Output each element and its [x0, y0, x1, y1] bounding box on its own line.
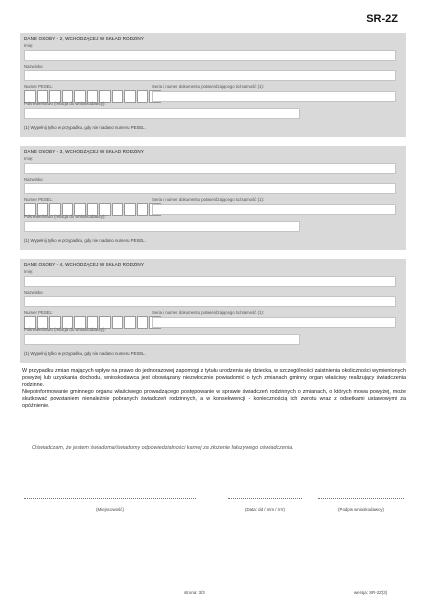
footnote: (1) Wypełnij tylko w przypadku, gdy nie nadano numeru PESEL. [24, 125, 146, 130]
date-label: (Data: dd / mm / rrrr) [244, 507, 285, 512]
relation-label: Pokrewieństwo (relacja do wnioskodawcy): [24, 327, 106, 332]
relation-label: Pokrewieństwo (relacja do wnioskodawcy): [24, 214, 106, 219]
pesel-digit[interactable] [124, 316, 136, 329]
id-document-field[interactable] [152, 204, 396, 215]
pesel-label: Numer PESEL: [24, 197, 54, 202]
relation-field[interactable] [24, 334, 300, 345]
pesel-digit[interactable] [137, 316, 149, 329]
section-title: DANE OSOBY - 4, WCHODZĄCEJ W SKŁAD RODZINY [24, 262, 144, 267]
last-name-field[interactable] [24, 296, 396, 307]
person-4-section [20, 259, 406, 363]
notice-paragraph-1: W przypadku zmian mających wpływ na prawo do jednorazowej zapomogi z tytułu urodzenia się dziecka, w szczególności zaistnienia okoliczności wymienionych powyżej lub uzyskania dochodu, wnioskodawca jest obowiązany niezwłocznie powiadomić o tych zmianach gminny organ właściwy realizujący świadczenia rodzinne. [22, 368, 406, 388]
pesel-digit[interactable] [137, 90, 149, 103]
signature-label: (Podpis wnioskodawcy) [338, 507, 384, 512]
date-line[interactable] [228, 498, 302, 499]
pesel-digit[interactable] [124, 203, 136, 216]
last-name-label: Nazwisko: [24, 64, 44, 69]
first-name-label: Imię: [24, 156, 34, 161]
relation-field[interactable] [24, 221, 300, 232]
id-document-label: Seria i numer dokumentu potwierdzającego tożsamość (1): [152, 310, 265, 315]
id-document-label: Seria i numer dokumentu potwierdzającego tożsamość (1): [152, 197, 265, 202]
section-title: DANE OSOBY - 2, WCHODZĄCEJ W SKŁAD RODZINY [24, 36, 144, 41]
place-label: (Miejscowość) [96, 507, 124, 512]
footnote: (1) Wypełnij tylko w przypadku, gdy nie nadano numeru PESEL. [24, 238, 146, 243]
first-name-label: Imię: [24, 269, 34, 274]
last-name-field[interactable] [24, 70, 396, 81]
last-name-label: Nazwisko: [24, 290, 44, 295]
form-version: wersja: SR-2Z(3) [354, 590, 388, 595]
id-document-field[interactable] [152, 317, 396, 328]
first-name-field[interactable] [24, 50, 396, 61]
form-code: SR-2Z [366, 13, 398, 25]
pesel-digit[interactable] [124, 90, 136, 103]
section-title: DANE OSOBY - 3, WCHODZĄCEJ W SKŁAD RODZINY [24, 149, 144, 154]
first-name-field[interactable] [24, 276, 396, 287]
page-number: strona: 3/3 [184, 590, 205, 595]
last-name-label: Nazwisko: [24, 177, 44, 182]
last-name-field[interactable] [24, 183, 396, 194]
change-notice [22, 368, 406, 410]
pesel-digit[interactable] [112, 90, 124, 103]
pesel-digit[interactable] [137, 203, 149, 216]
relation-label: Pokrewieństwo (relacja do wnioskodawcy): [24, 101, 106, 106]
pesel-digit[interactable] [112, 203, 124, 216]
id-document-field[interactable] [152, 91, 396, 102]
declaration-text: Oświadczam, że jestem świadoma/świadomy odpowiedzialności karnej za złożenie fałszywego oświadczenia. [32, 445, 294, 451]
first-name-label: Imię: [24, 43, 34, 48]
first-name-field[interactable] [24, 163, 396, 174]
place-line[interactable] [24, 498, 196, 499]
person-2-section [20, 33, 406, 137]
signature-line[interactable] [318, 498, 404, 499]
relation-field[interactable] [24, 108, 300, 119]
person-3-section [20, 146, 406, 250]
id-document-label: Seria i numer dokumentu potwierdzającego tożsamość (1): [152, 84, 265, 89]
pesel-label: Numer PESEL: [24, 84, 54, 89]
footnote: (1) Wypełnij tylko w przypadku, gdy nie nadano numeru PESEL. [24, 351, 146, 356]
notice-paragraph-2: Niepoinformowanie gminnego organu właściwego prowadzącego postępowanie w sprawie świadczeń rodzinnych o zmianach, o których mowa powyżej, może skutkować powstaniem nienależnie pobranych świadczeń rodzinnych, a w konsekwencji - koniecznością ich zwrotu wraz z odsetkami ustawowymi za opóźnienie. [22, 389, 406, 409]
pesel-digit[interactable] [112, 316, 124, 329]
pesel-label: Numer PESEL: [24, 310, 54, 315]
